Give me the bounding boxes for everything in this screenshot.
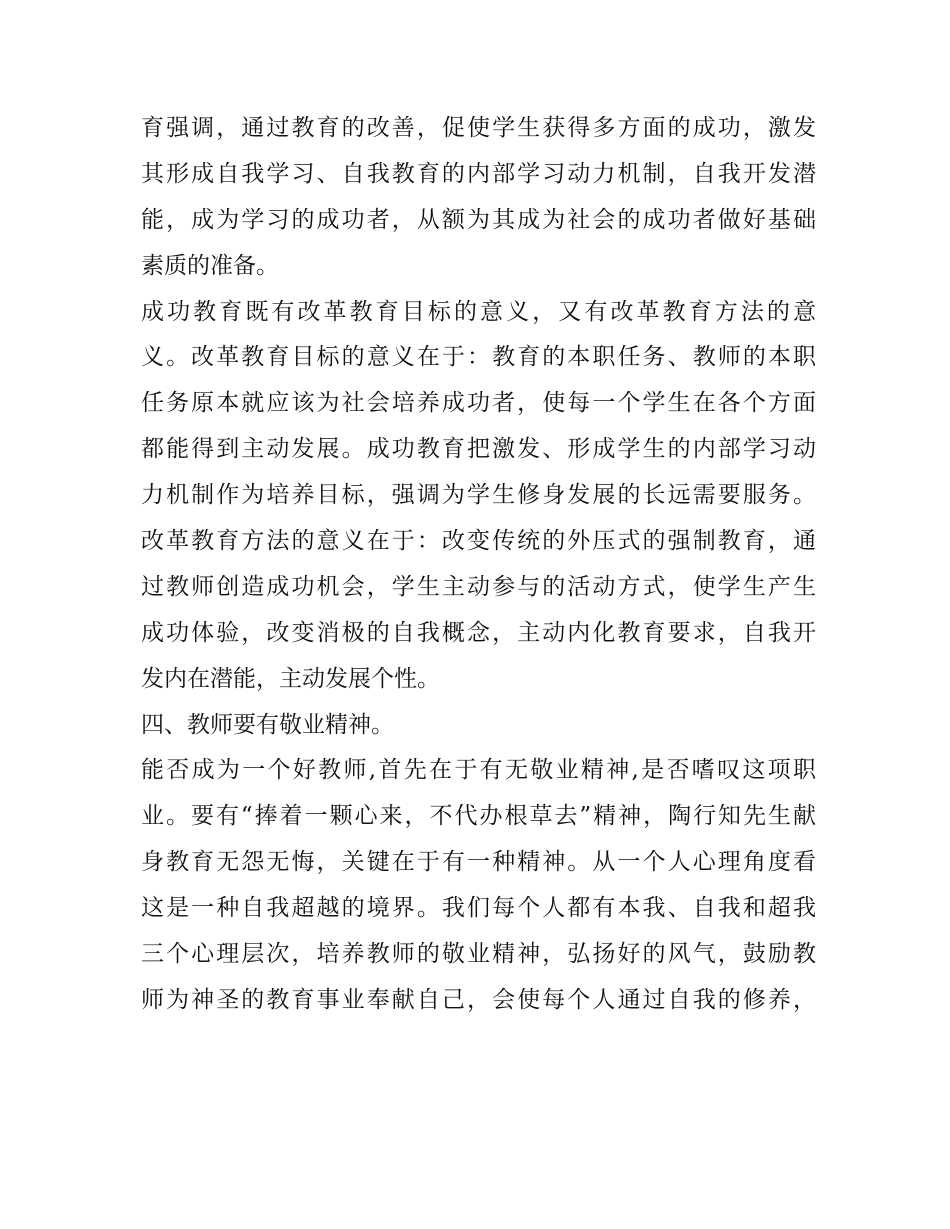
text-line: 育强调，通过教育的改善，促使学生获得多方面的成功，激发 — [141, 115, 816, 141]
text-line: 都能得到主动发展。成功教育把激发、形成学生的内部学习动 — [141, 436, 816, 463]
text-line: 身教育无怨无悔，关键在于有一种精神。从一个人心理角度看 — [141, 849, 816, 876]
text-line: 素质的准备。 — [141, 252, 279, 279]
text-line: 能，成为学习的成功者，从额为其成为社会的成功者做好基础 — [141, 206, 816, 233]
text-line: 其形成自我学习、自我教育的内部学习动力机制，自我开发潜 — [141, 160, 816, 187]
section-heading: 四、教师要有敬业精神。 — [141, 711, 394, 738]
text-line: 这是一种自我超越的境界。我们每个人都有本我、自我和超我 — [141, 895, 816, 922]
text-line: 过教师创造成功机会，学生主动参与的活动方式，使学生产生 — [141, 573, 816, 600]
body-text — [141, 106, 816, 1024]
text-line: 业。要有“捧着一颗心来，不代办根草去”精神，陶行知先生献 — [141, 803, 816, 830]
text-line: 成功体验，改变消极的自我概念，主动内化教育要求，自我开 — [141, 619, 816, 646]
text-line: 能否成为一个好教师,首先在于有无敬业精神,是否嗜叹这项职 — [141, 757, 816, 784]
text-line: 改革教育方法的意义在于：改变传统的外压式的强制教育，通 — [141, 528, 816, 555]
text-line: 发内在潜能，主动发展个性。 — [141, 665, 440, 692]
text-line: 师为神圣的教育事业奉献自己，会使每个人通过自我的修养， — [141, 986, 816, 1013]
text-line: 力机制作为培养目标，强调为学生修身发展的长远需要服务。 — [141, 482, 816, 509]
text-line: 义。改革教育目标的意义在于：教育的本职任务、教师的本职 — [141, 344, 816, 371]
text-line: 三个心理层次，培养教师的敬业精神，弘扬好的风气，鼓励教 — [141, 941, 816, 968]
text-line: 任务原本就应该为社会培养成功者，使每一个学生在各个方面 — [141, 390, 816, 417]
text-line: 成功教育既有改革教育目标的意义，又有改革教育方法的意 — [141, 298, 816, 325]
